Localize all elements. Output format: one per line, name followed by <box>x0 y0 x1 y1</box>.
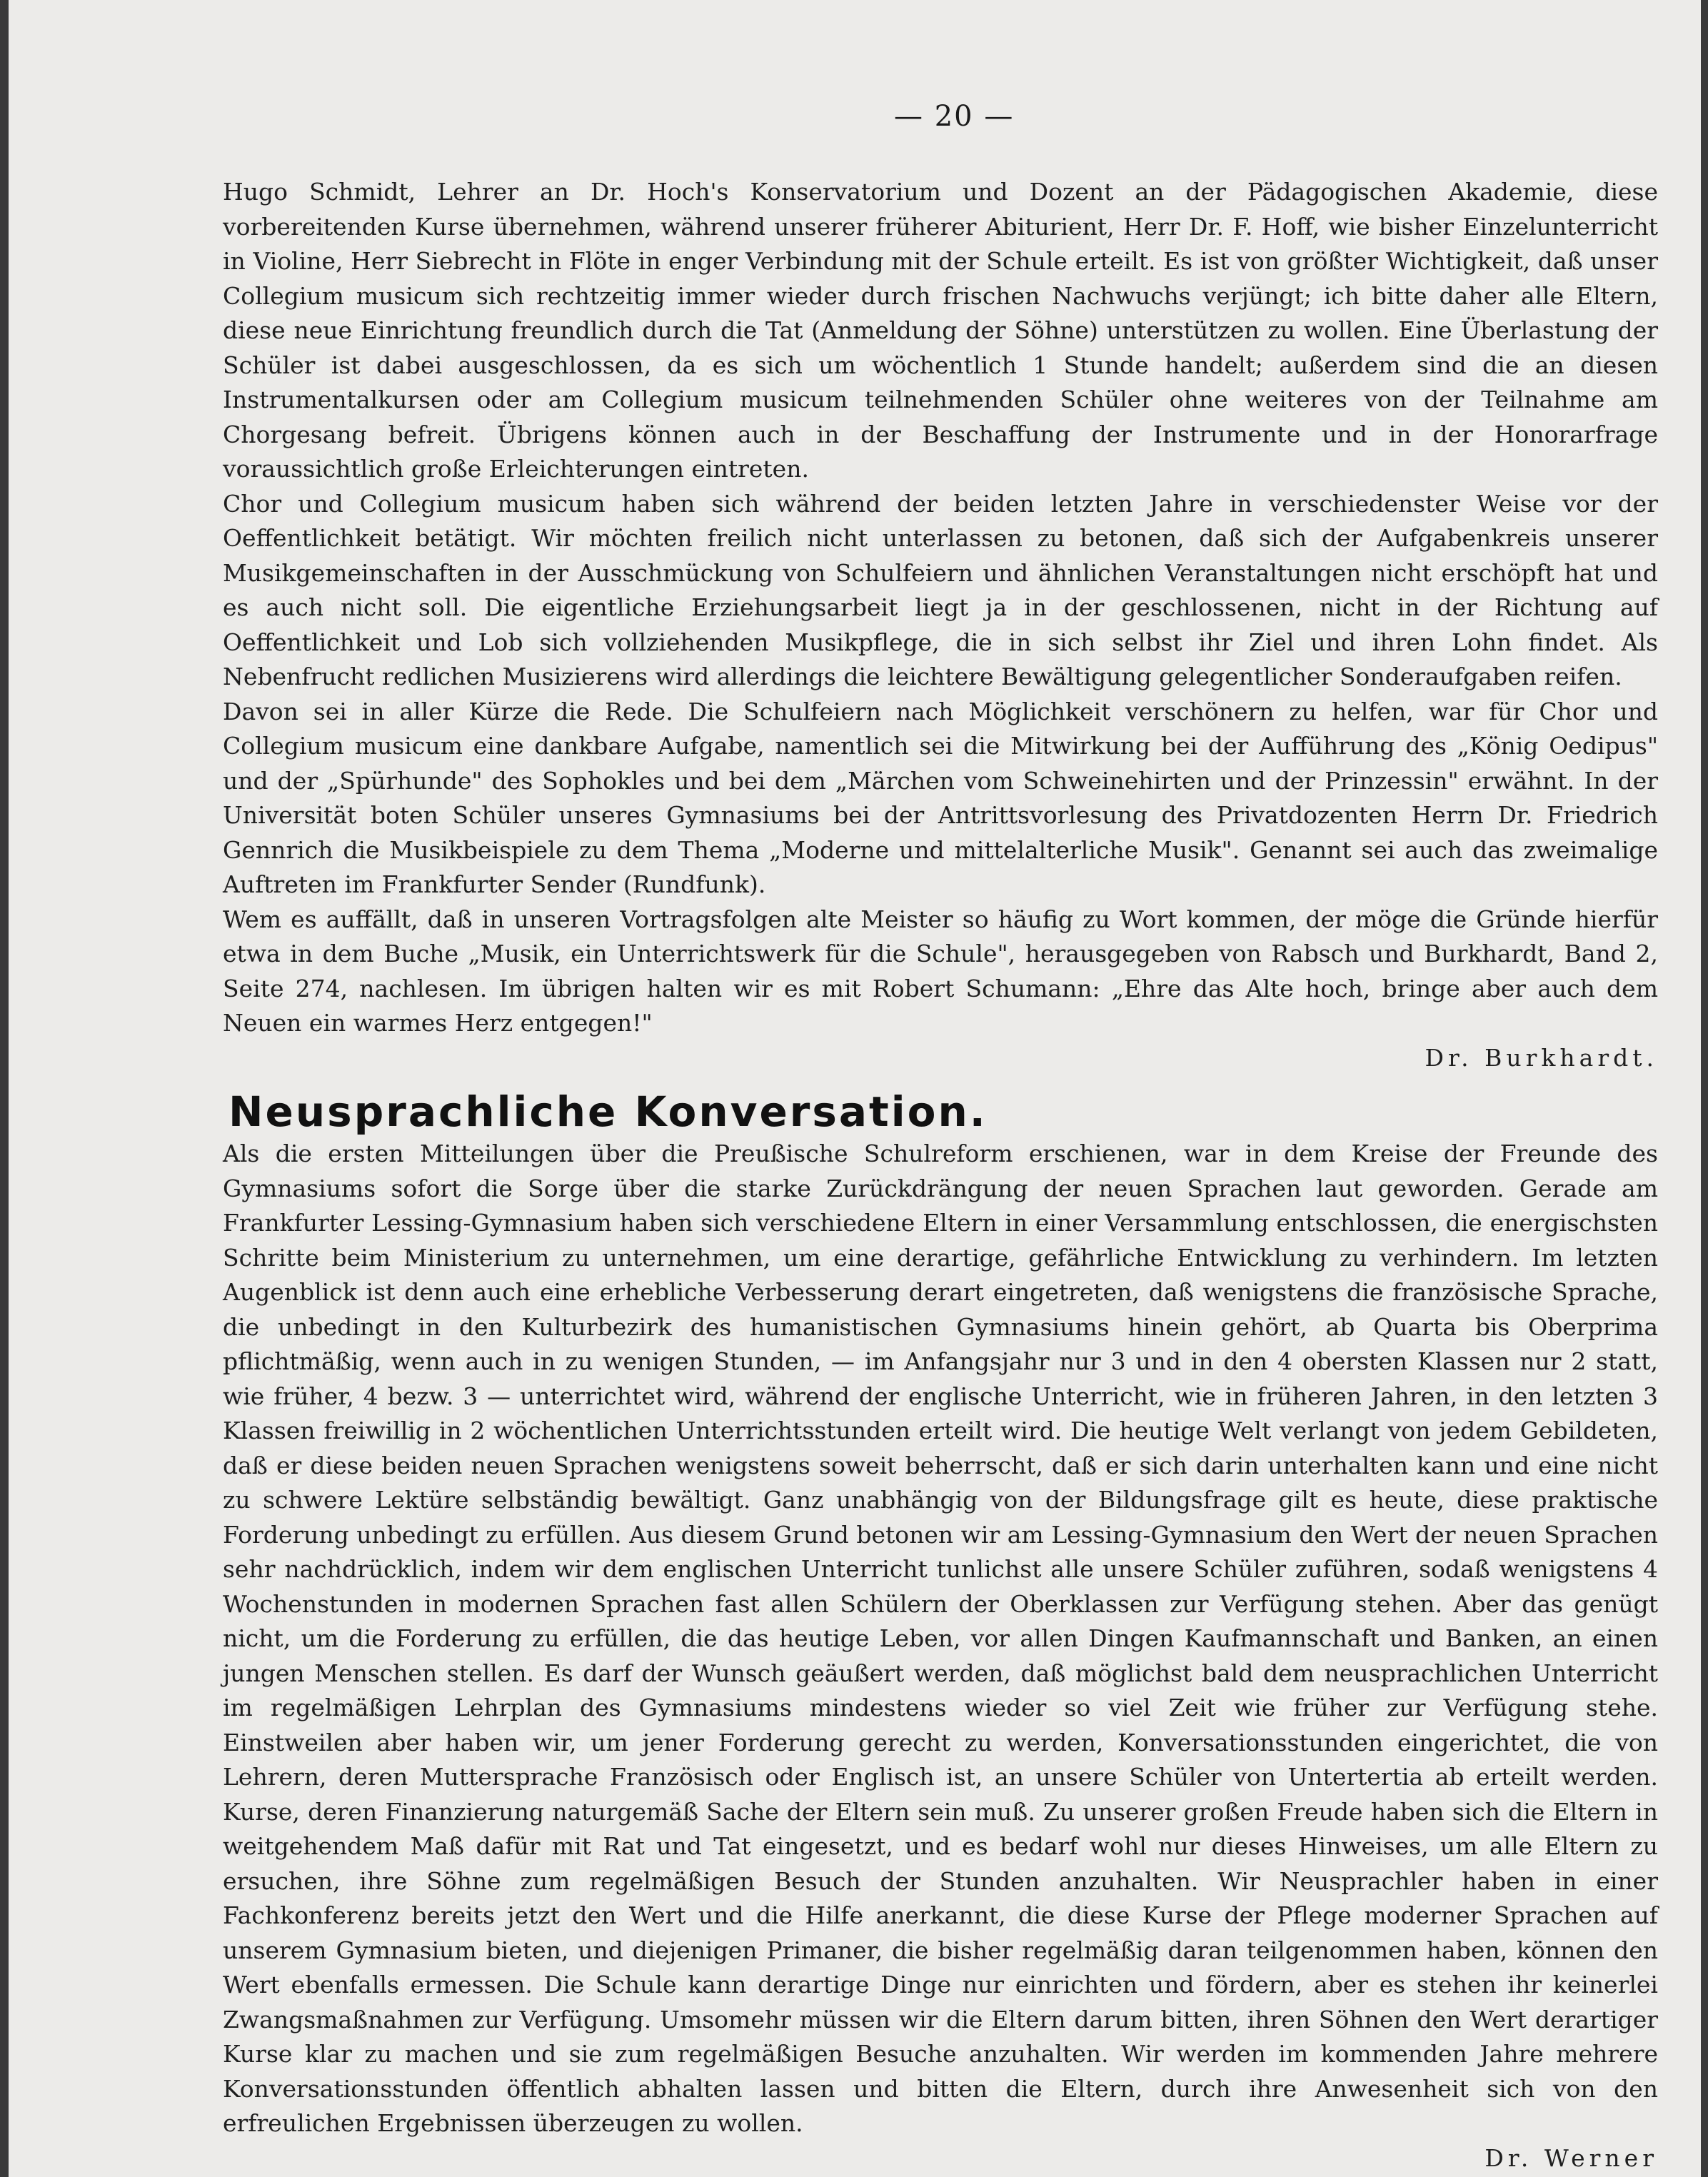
section-heading: Neusprachliche Konversation. <box>228 1087 988 1136</box>
author-signature: Dr. Burkhardt. <box>1425 1043 1658 1072</box>
paragraph: Davon sei in aller Kürze die Rede. Die Schulfeiern nach Möglichkeit verschönern zu helfen, war für Chor und Collegium musicum eine dankbare Aufgabe, namentlich sei die Mitwirkung bei der Aufführung des „König Oedipus" und der „Spürhunde" des Sophokles und bei dem „Märchen vom Schweinehirten und der Prinzessin" erwähnt. In der Universität boten Schüler unseres Gymnasiums bei der Antrittsvorlesung des Privatdozenten Herrn Dr. Friedrich Gennrich die Musikbeispiele zu dem Thema „Moderne und mittelalterliche Musik". Genannt sei auch das zweimalige Auftreten im Frankfurter Sender (Rundfunk). <box>223 697 1658 898</box>
page-number: — 20 — <box>894 100 1015 133</box>
paragraph: Hugo Schmidt, Lehrer an Dr. Hoch's Konservatorium und Dozent an der Pädagogischen Akademie, diese vorbereitenden Kurse übernehmen, während unserer früherer Abiturient, Herr Dr. F. Hoff, wie bisher Einzelunterricht in Violine, Herr Siebrecht in Flöte in enger Verbindung mit der Schule erteilt. Es ist von größter Wichtigkeit, daß unser Collegium musicum sich rechtzeitig immer wieder durch frischen Nachwuchs verjüngt; ich bitte daher alle Eltern, diese neue Einrichtung freundlich durch die Tat (Anmeldung der Söhne) unterstützen zu wollen. Eine Überlastung der Schüler ist dabei ausgeschlossen, da es sich um wöchentlich 1 Stunde handelt; außerdem sind die an diesen Instrumentalkursen oder am Collegium musicum teilnehmenden Schüler ohne weiteres von der Teilnahme am Chorgesang befreit. Übrigens können auch in der Beschaffung der Instrumente und in der Honorarfrage voraussichtlich große Erleichterungen eintreten. <box>223 178 1658 483</box>
document-page <box>9 0 1701 2177</box>
paragraph: Chor und Collegium musicum haben sich während der beiden letzten Jahre in verschiedenster Weise vor der Oeffentlichkeit betätigt. Wir möchten freilich nicht unterlassen zu betonen, daß sich der Aufgabenkreis unserer Musikgemeinschaften in der Ausschmückung von Schulfeiern und ähnlichen Veranstaltungen nicht erschöpft hat und es auch nicht soll. Die eigentliche Erziehungsarbeit liegt ja in der geschlossenen, nicht in der Richtung auf Oeffentlichkeit und Lob sich vollziehenden Musikpflege, die in sich selbst ihr Ziel und ihren Lohn findet. Als Nebenfrucht redlichen Musizierens wird allerdings die leichtere Bewältigung gelegentlicher Sonderaufgaben reifen. <box>223 489 1658 690</box>
paragraph: Als die ersten Mitteilungen über die Preußische Schulreform erschienen, war in dem Kreise der Freunde des Gymnasiums sofort die Sorge über die starke Zurückdrängung der neuen Sprachen laut geworden. Gerade am Frankfurter Lessing-Gymnasium haben sich verschiedene Eltern in einer Versammlung entschlossen, die energischsten Schritte beim Ministerium zu unternehmen, um eine derartige, gefährliche Entwicklung zu verhindern. Im letzten Augenblick ist denn auch eine erhebliche Verbesserung derart eingetreten, daß wenigstens die französische Sprache, die unbedingt in den Kulturbezirk des humanistischen Gymnasiums hinein gehört, ab Quarta bis Oberprima pflichtmäßig, wenn auch in zu wenigen Stunden, — im Anfangsjahr nur 3 und in den 4 obersten Klassen nur 2 statt, wie früher, 4 bezw. 3 — unterrichtet wird, während der englische Unterricht, wie in früheren Jahren, in den letzten 3 Klassen freiwillig in 2 wöchentlichen Unterrichtsstunden erteilt wird. Die heutige Welt verlangt von jedem Gebildeten, daß er diese beiden neuen Sprachen wenigstens soweit beherrscht, daß er sich darin unterhalten kann und eine nicht zu schwere Lektüre selbständig bewältigt. Ganz unabhängig von der Bildungsfrage gilt es heute, diese praktische Forderung unbedingt zu erfüllen. Aus diesem Grund betonen wir am Lessing-Gymnasium den Wert der neuen Sprachen sehr nachdrücklich, indem wir dem englischen Unterricht tunlichst alle unsere Schüler zuführen, sodaß wenigstens 4 Wochenstunden in modernen Sprachen fast allen Schülern der Oberklassen zur Verfügung stehen. Aber das genügt nicht, um die Forderung zu erfüllen, die das heutige Leben, vor allen Dingen Kaufmannschaft und Banken, an einen jungen Menschen stellen. Es darf der Wunsch geäußert werden, daß möglichst bald dem neusprachlichen Unterricht im regelmäßigen Lehrplan des Gymnasiums mindestens wieder so viel Zeit wie früher zur Verfügung stehe. Einstweilen aber haben wir, um jener Forderung gerecht zu werden, Konversationsstunden eingerichtet, die von Lehrern, deren Muttersprache Französisch oder Englisch ist, an unsere Schüler von Untertertia ab erteilt werden. Kurse, deren Finanzierung naturgemäß Sache der Eltern sein muß. Zu unserer großen Freude haben sich die Eltern in weitgehendem Maß dafür mit Rat und Tat eingesetzt, und es bedarf wohl nur dieses Hinweises, um alle Eltern zu ersuchen, ihre Söhne zum regelmäßigen Besuch der Stunden anzuhalten. Wir Neusprachler haben in einer Fachkonferenz bereits jetzt den Wert und die Hilfe anerkannt, die diese Kurse der Pflege moderner Sprachen auf unserem Gymnasium bieten, und diejenigen Primaner, die bisher regelmäßig daran teilgenommen haben, können den Wert ebenfalls ermessen. Die Schule kann derartige Dinge nur einrichten und fördern, aber es stehen ihr keinerlei Zwangsmaßnahmen zur Verfügung. Umsomehr müssen wir die Eltern darum bitten, ihren Söhnen den Wert derartiger Kurse klar zu machen und sie zum regelmäßigen Besuche anzuhalten. Wir werden im kommenden Jahre mehrere Konversationsstunden öffentlich abhalten lassen und bitten die Eltern, durch ihre Anwesenheit sich von den erfreulichen Ergebnissen überzeugen zu wollen. <box>223 1140 1658 2137</box>
paragraph: Wem es auffällt, daß in unseren Vortragsfolgen alte Meister so häufig zu Wort kommen, der möge die Gründe hierfür etwa in dem Buche „Musik, ein Unterrichtswerk für die Schule", herausgegeben von Rabsch und Burkhardt, Band 2, Seite 274, nachlesen. Im übrigen halten wir es mit Robert Schumann: „Ehre das Alte hoch, bringe aber auch dem Neuen ein warmes Herz entgegen!" <box>223 905 1658 1037</box>
text-column <box>223 175 1658 2176</box>
author-signature: Dr. Werner <box>1485 2143 1658 2172</box>
